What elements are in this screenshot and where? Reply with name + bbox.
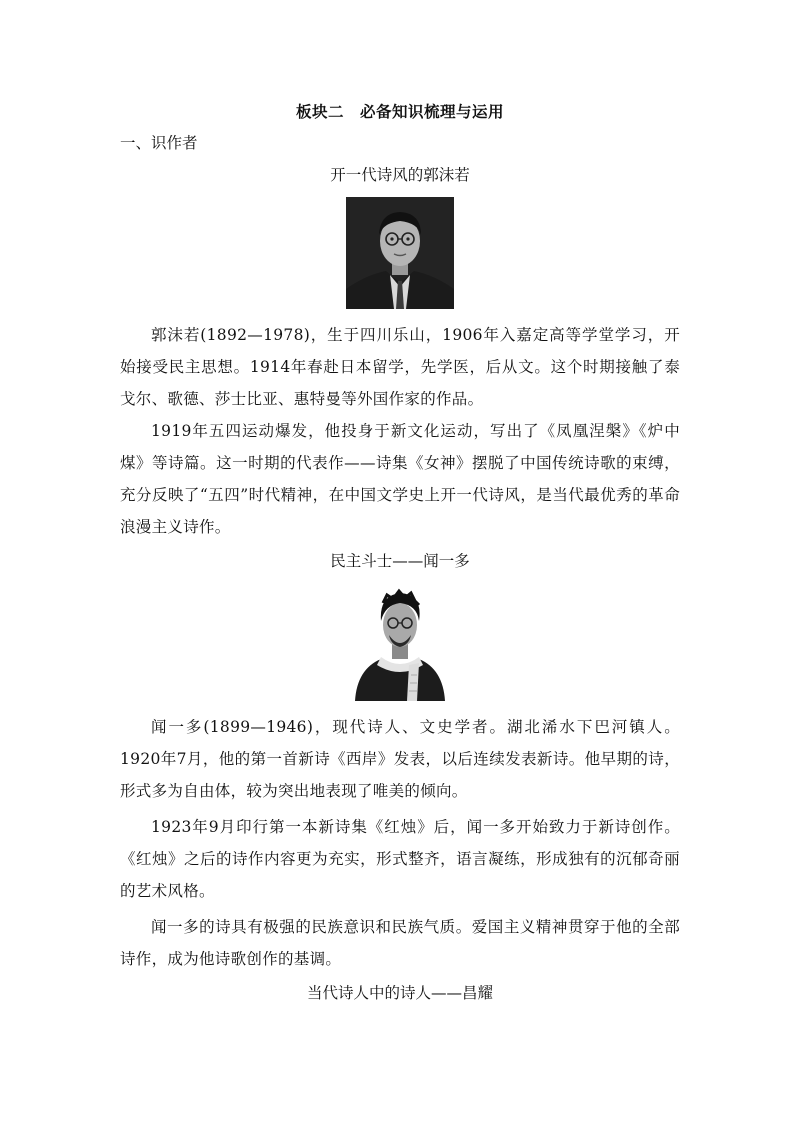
author-heading-chang-yao: 当代诗人中的诗人——昌耀 (306, 984, 493, 1002)
portrait-wen-yiduo (351, 583, 449, 701)
author-heading-wen-yiduo: 民主斗士——闻一多 (330, 552, 470, 570)
author-heading-guo-moruo: 开一代诗风的郭沫若 (330, 166, 470, 184)
photo-container (120, 575, 680, 711)
paragraph: 郭沫若(1892—1978)，生于四川乐山，1906年入嘉定高等学堂学习，开始接受民主思想。1914年春赴日本留学，先学医，后从文。这个时期接触了泰戈尔、歌德、莎士比亚、惠特曼等外国作家的作品。 (120, 326, 680, 408)
photo-container (120, 189, 680, 319)
paragraph: 1923年9月印行第一本新诗集《红烛》后，闻一多开始致力于新诗创作。《红烛》之后的诗作内容更为充实，形式整齐，语言凝练，形成独有的沉郁奇丽的艺术风格。 (120, 818, 680, 900)
section-title: 一、识作者 (120, 134, 198, 152)
block-title: 板块二 必备知识梳理与运用 (295, 102, 504, 121)
paragraph: 闻一多的诗具有极强的民族意识和民族气质。爱国主义精神贯穿于他的全部诗作，成为他诗歌创作的基调。 (120, 918, 680, 968)
portrait-guo-moruo (346, 197, 454, 309)
paragraph: 闻一多(1899—1946)，现代诗人、文史学者。湖北浠水下巴河镇人。1920年7月，他的第一首新诗《西岸》发表，以后连续发表新诗。他早期的诗，形式多为自由体，较为突出地表现了唯美的倾向。 (120, 718, 680, 800)
document-page (120, 98, 680, 1007)
paragraph: 1919年五四运动爆发，他投身于新文化运动，写出了《凤凰涅槃》《炉中煤》等诗篇。这一时期的代表作——诗集《女神》摆脱了中国传统诗歌的束缚，充分反映了“五四”时代精神，在中国文学史上开一代诗风，是当代最优秀的革命浪漫主义诗作。 (120, 422, 680, 536)
